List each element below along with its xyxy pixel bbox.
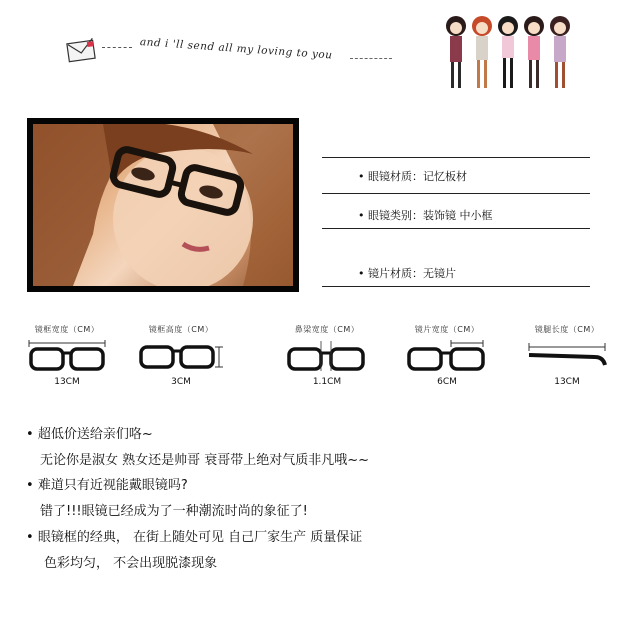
desc-line-4: 错了!!!眼镜已经成为了一种潮流时尚的象征了! [40,504,308,519]
desc-line-5: • 眼镜框的经典， 在街上随处可见 自己厂家生产 质量保证 [26,526,362,545]
measure-lens-width [402,324,492,387]
spec-divider [322,157,590,158]
measure-frame-height [136,324,226,387]
measure-value: 13CM [54,377,80,387]
spec-value: 记忆板材 [423,170,467,183]
measure-frame-width [22,324,112,387]
frame-width-diagram-icon [25,339,109,373]
bridge-width-diagram-icon [285,339,369,373]
spec-colon: ： [412,267,423,280]
spec-frame-material [358,168,467,184]
dashed-line [102,47,132,48]
measure-value: 13CM [554,377,580,387]
temple-length-diagram-icon [525,339,609,373]
measure-value: 3CM [171,377,191,387]
tagline: and i 'll send all my loving to you [139,36,333,62]
measure-value: 1.1CM [312,377,342,387]
measure-label: 鼻梁宽度（CM） [294,325,360,334]
measure-bridge-width [282,324,372,387]
spec-divider [322,286,590,287]
desc-line-2: 无论你是淑女 熟女还是帅哥 衰哥带上绝对气质非凡哦~~ [40,453,370,468]
spec-glasses-type [358,207,493,223]
measure-value: 6CM [437,377,457,387]
desc-line-6: 色彩均匀， 不会出现脱漆现象 [44,556,218,571]
lens-width-diagram-icon [405,339,489,373]
spec-value: 无镜片 [423,267,456,280]
spec-divider [322,228,590,229]
model-wearing-glasses-image [33,124,293,286]
envelope-icon [66,38,100,64]
desc-line-1: • 超低价送给亲们咯~ [26,423,153,442]
spec-divider [322,193,590,194]
desc-line-3: • 难道只有近视能戴眼镜吗? [26,474,188,493]
spec-colon: ： [412,209,423,222]
measure-label: 镜框高度（CM） [148,325,214,334]
spec-colon: ： [412,170,423,183]
spec-label: • 镜片材质 [358,267,412,280]
spec-label: • 眼镜材质 [358,170,412,183]
spec-lens-material [358,265,456,281]
cartoon-girls-illustration [442,10,574,94]
frame-height-diagram-icon [139,339,223,373]
measure-label: 镜片宽度（CM） [414,325,480,334]
spec-value: 装饰镜 中小框 [423,209,493,222]
measure-label: 镜腿长度（CM） [534,325,600,334]
measure-temple-length [522,324,612,387]
measure-label: 镜框宽度（CM） [34,325,100,334]
spec-label: • 眼镜类别 [358,209,412,222]
dashed-line-end [350,58,392,59]
product-photo [27,118,299,292]
